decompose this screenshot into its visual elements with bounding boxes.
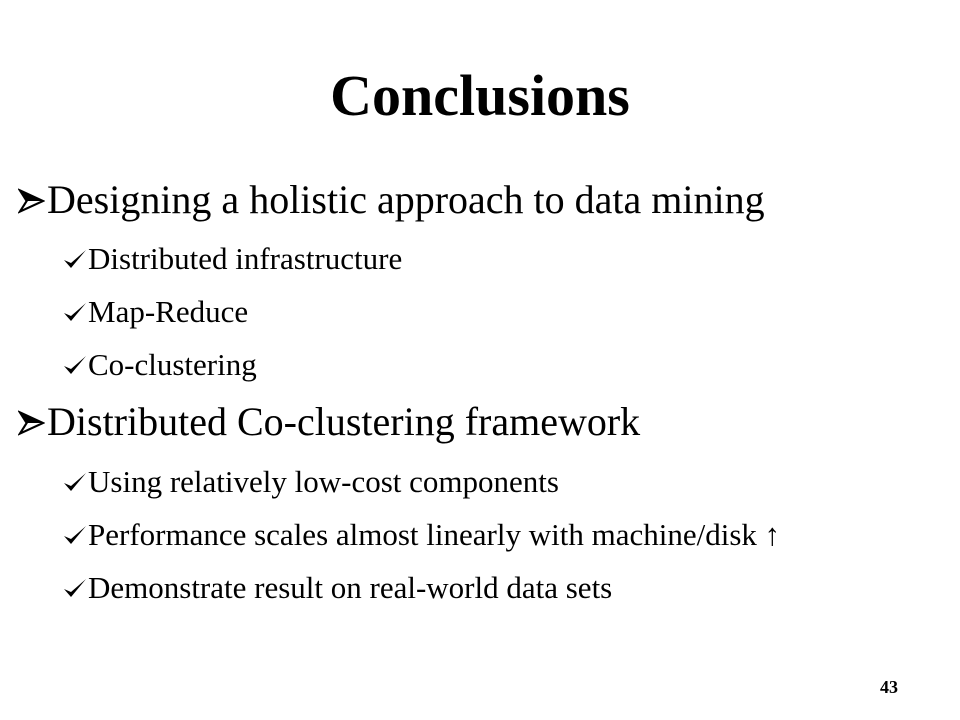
checkmark-icon xyxy=(62,522,88,548)
checkmark-icon xyxy=(62,352,88,378)
sub-bullet-item xyxy=(62,570,612,606)
bullet-item xyxy=(18,176,765,224)
sub-bullet-item xyxy=(62,464,559,500)
bullet-text: Designing a holistic approach to data mining xyxy=(47,177,765,222)
checkmark-icon xyxy=(62,469,88,495)
slide-title: Conclusions xyxy=(330,63,630,128)
sub-bullet-text: Using relatively low-cost components xyxy=(88,464,559,499)
checkmark-icon xyxy=(62,575,88,601)
sub-bullet-text: Demonstrate result on real-world data sets xyxy=(88,570,613,605)
sub-bullet-item xyxy=(62,517,780,553)
sub-bullet-item xyxy=(62,347,257,383)
sub-bullet-text: Co-clustering xyxy=(88,347,257,382)
arrowhead-bullet-icon xyxy=(18,410,45,436)
checkmark-icon xyxy=(62,246,88,272)
sub-bullet-item xyxy=(62,241,402,277)
sub-bullet-text: Map-Reduce xyxy=(88,294,249,329)
checkmark-icon xyxy=(62,299,88,325)
bullet-item xyxy=(18,398,640,446)
bullet-text: Distributed Co-clustering framework xyxy=(47,399,641,444)
page-number: 43 xyxy=(880,677,898,697)
sub-bullet-item xyxy=(62,294,248,330)
sub-bullet-text: Distributed infrastructure xyxy=(88,241,403,276)
sub-bullet-text: Performance scales almost linearly with machine/disk ↑ xyxy=(88,517,781,552)
arrowhead-bullet-icon xyxy=(18,188,45,214)
